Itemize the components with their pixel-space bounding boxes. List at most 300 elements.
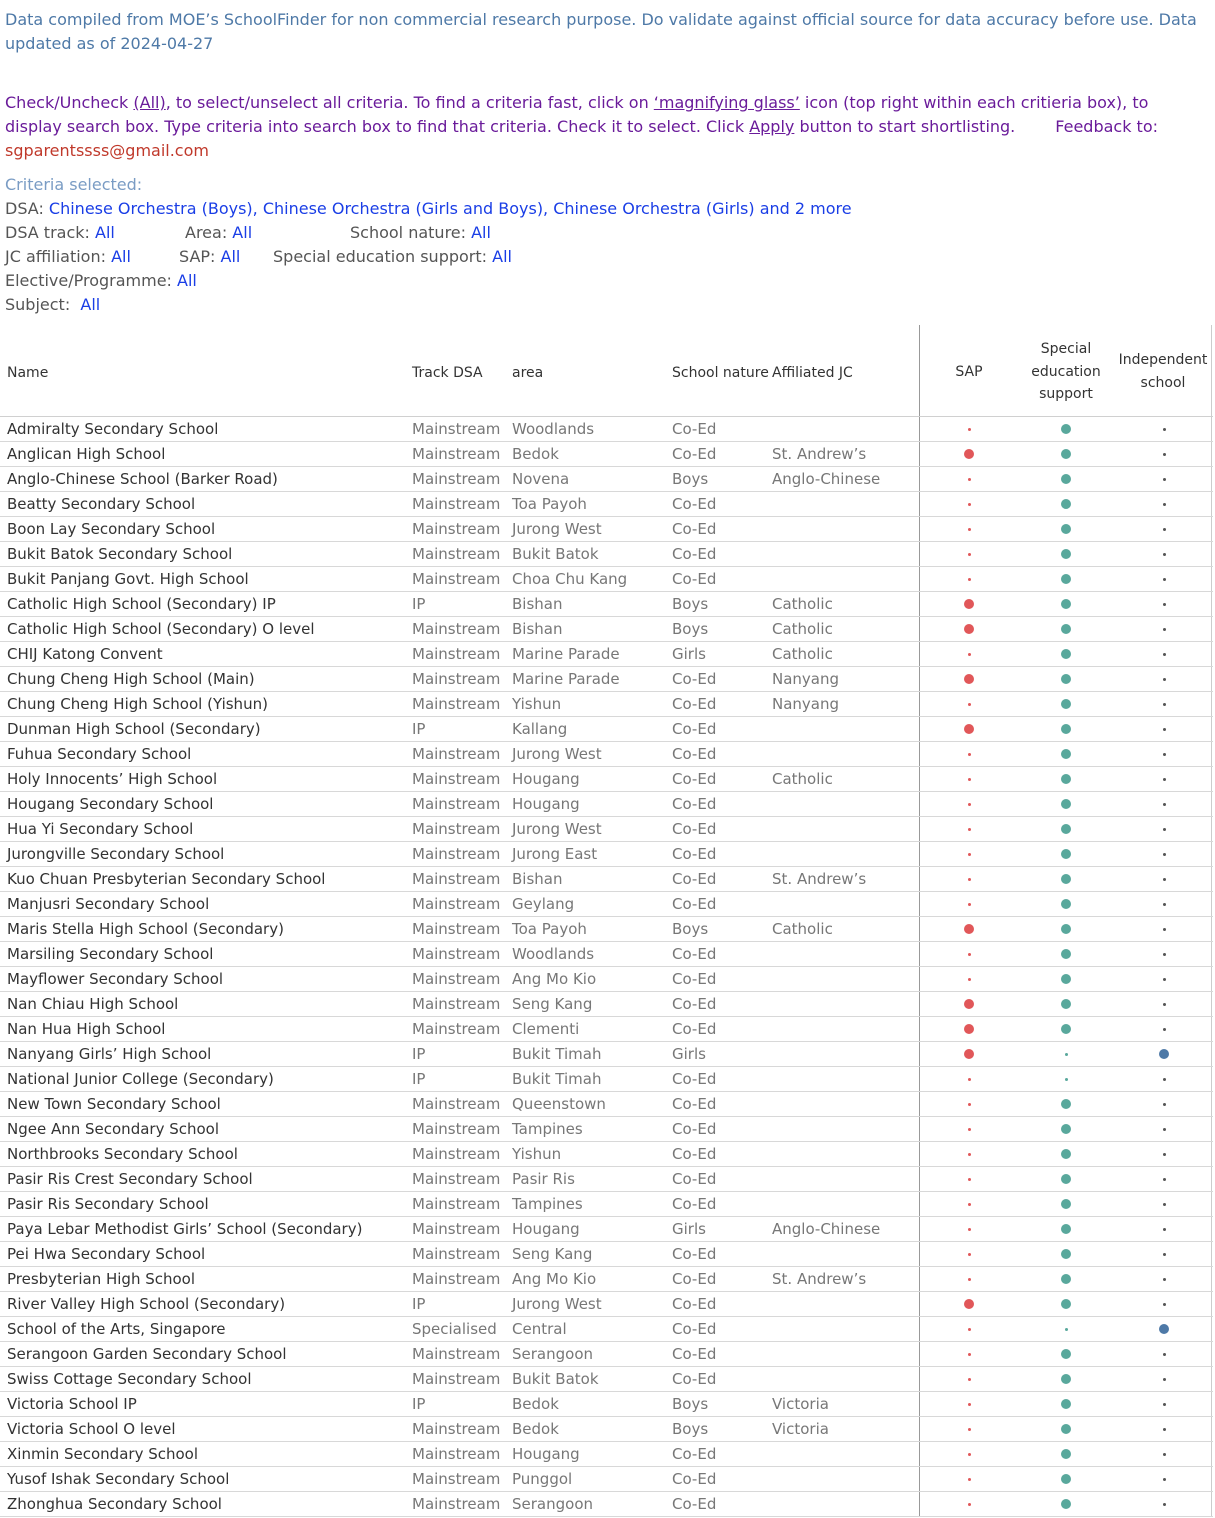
table-row[interactable] <box>0 1317 1213 1342</box>
criteria-school-nature-value[interactable]: All <box>471 223 491 242</box>
instructions-text-4: button to start shortlisting. <box>794 117 1016 136</box>
cell-track: Mainstream <box>412 570 501 588</box>
sap-dot[interactable] <box>968 478 971 481</box>
independent-dot[interactable] <box>1163 1028 1166 1031</box>
right-border <box>1211 1317 1212 1341</box>
column-divider <box>919 1492 920 1516</box>
independent-dot[interactable] <box>1163 903 1166 906</box>
right-border <box>1211 442 1212 466</box>
sap-dot[interactable] <box>968 878 971 881</box>
table-row[interactable] <box>0 1442 1213 1467</box>
cell-area: Pasir Ris <box>512 1170 575 1188</box>
sap-dot[interactable] <box>968 1078 971 1081</box>
independent-dot[interactable] <box>1163 1478 1166 1481</box>
sped-dot[interactable] <box>1061 599 1071 609</box>
sped-dot[interactable] <box>1061 724 1071 734</box>
sped-dot[interactable] <box>1065 1053 1068 1056</box>
cell-area: Jurong West <box>512 745 602 763</box>
header-name[interactable]: Name <box>7 365 49 381</box>
sped-dot[interactable] <box>1061 574 1071 584</box>
sap-dot[interactable] <box>968 853 971 856</box>
cell-nature: Co-Ed <box>672 895 717 913</box>
sped-dot[interactable] <box>1061 974 1071 984</box>
criteria-sped-value[interactable]: All <box>492 247 512 266</box>
sped-dot[interactable] <box>1061 624 1071 634</box>
sap-dot[interactable] <box>968 653 971 656</box>
sped-dot[interactable] <box>1065 1078 1068 1081</box>
sap-dot[interactable] <box>964 449 974 459</box>
table-row[interactable] <box>0 1342 1213 1367</box>
cell-name: River Valley High School (Secondary) <box>7 1295 286 1313</box>
cell-nature: Co-Ed <box>672 1345 717 1363</box>
cell-name: Maris Stella High School (Secondary) <box>7 920 284 938</box>
right-border <box>1211 867 1212 891</box>
cell-track: Mainstream <box>412 1345 501 1363</box>
cell-nature: Co-Ed <box>672 420 717 438</box>
table-row[interactable] <box>0 1392 1213 1417</box>
right-border <box>1211 1292 1212 1316</box>
sped-dot[interactable] <box>1061 1374 1071 1384</box>
sped-dot[interactable] <box>1061 499 1071 509</box>
cell-area: Woodlands <box>512 420 595 438</box>
cell-jc: St. Andrew’s <box>772 870 867 888</box>
header-sap[interactable]: SAP <box>955 364 983 380</box>
table-row[interactable] <box>0 517 1213 542</box>
sped-dot[interactable] <box>1061 674 1071 684</box>
table-row[interactable] <box>0 592 1213 617</box>
independent-dot[interactable] <box>1163 528 1166 531</box>
header-area[interactable]: area <box>512 365 544 381</box>
independent-dot[interactable] <box>1163 928 1166 931</box>
independent-dot[interactable] <box>1163 828 1166 831</box>
cell-area: Bedok <box>512 1395 559 1413</box>
cell-area: Clementi <box>512 1020 580 1038</box>
column-divider <box>919 1417 920 1441</box>
independent-dot[interactable] <box>1163 1403 1166 1406</box>
cell-nature: Co-Ed <box>672 1495 717 1513</box>
sped-dot[interactable] <box>1061 1224 1071 1234</box>
table-row[interactable] <box>0 1067 1213 1092</box>
table-row[interactable] <box>0 1192 1213 1217</box>
cell-name: Paya Lebar Methodist Girls’ School (Secondary) <box>7 1220 363 1238</box>
independent-dot[interactable] <box>1163 1178 1166 1181</box>
independent-dot[interactable] <box>1163 628 1166 631</box>
independent-dot[interactable] <box>1163 1203 1166 1206</box>
table-row[interactable] <box>0 1417 1213 1442</box>
sap-dot[interactable] <box>968 1228 971 1231</box>
cell-nature: Co-Ed <box>672 1020 717 1038</box>
right-border <box>1211 567 1212 591</box>
independent-dot[interactable] <box>1163 1253 1166 1256</box>
sap-dot[interactable] <box>968 1353 971 1356</box>
sap-dot[interactable] <box>964 674 974 684</box>
table-row[interactable] <box>0 692 1213 717</box>
sped-dot[interactable] <box>1061 749 1071 759</box>
table-row[interactable] <box>0 1267 1213 1292</box>
sped-dot[interactable] <box>1061 1424 1071 1434</box>
independent-dot[interactable] <box>1163 1503 1166 1506</box>
independent-dot[interactable] <box>1163 428 1166 431</box>
cell-track: Mainstream <box>412 1370 501 1388</box>
independent-dot[interactable] <box>1163 778 1166 781</box>
cell-nature: Boys <box>672 620 709 638</box>
table-row[interactable] <box>0 1292 1213 1317</box>
cell-name: Yusof Ishak Secondary School <box>7 1470 230 1488</box>
sap-dot[interactable] <box>968 528 971 531</box>
header-sped-line-1: Special <box>1040 341 1092 357</box>
table-row[interactable] <box>0 1492 1213 1517</box>
table-row[interactable] <box>0 817 1213 842</box>
cell-name: Anglican High School <box>7 445 166 463</box>
right-border <box>1211 917 1212 941</box>
sped-dot[interactable] <box>1061 1449 1071 1459</box>
table-row[interactable] <box>0 417 1213 442</box>
sap-dot[interactable] <box>968 778 971 781</box>
table-row[interactable] <box>0 567 1213 592</box>
feedback-email[interactable]: sgparentssss@gmail.com <box>5 141 209 160</box>
table-row[interactable] <box>0 442 1213 467</box>
cell-name: Admiralty Secondary School <box>7 420 219 438</box>
independent-dot[interactable] <box>1163 578 1166 581</box>
cell-track: IP <box>412 1045 426 1063</box>
cell-name: National Junior College (Secondary) <box>7 1070 274 1088</box>
independent-dot[interactable] <box>1163 878 1166 881</box>
table-row[interactable] <box>0 617 1213 642</box>
sap-dot[interactable] <box>964 924 974 934</box>
cell-name: Pei Hwa Secondary School <box>7 1245 206 1263</box>
sap-dot[interactable] <box>968 903 971 906</box>
criteria-dsa-value[interactable]: Chinese Orchestra (Boys), Chinese Orchestra (Girls and Boys), Chinese Orchestra (Girls) and 2 more <box>48 199 852 218</box>
sap-dot[interactable] <box>964 1049 974 1059</box>
independent-dot[interactable] <box>1163 653 1166 656</box>
sap-dot[interactable] <box>964 599 974 609</box>
sped-dot[interactable] <box>1061 1149 1071 1159</box>
sap-dot[interactable] <box>968 1503 971 1506</box>
independent-dot[interactable] <box>1163 803 1166 806</box>
sped-dot[interactable] <box>1061 524 1071 534</box>
table-row[interactable] <box>0 992 1213 1017</box>
cell-track: Mainstream <box>412 970 501 988</box>
sap-dot[interactable] <box>968 1128 971 1131</box>
criteria-subject-value[interactable]: All <box>80 295 101 314</box>
sap-dot[interactable] <box>964 1024 974 1034</box>
independent-dot[interactable] <box>1163 1428 1166 1431</box>
table-row[interactable] <box>0 842 1213 867</box>
cell-track: Mainstream <box>412 1420 501 1438</box>
criteria-dsa-track-value[interactable]: All <box>95 223 115 242</box>
cell-nature: Co-Ed <box>672 1370 717 1388</box>
sped-dot[interactable] <box>1061 1024 1071 1034</box>
column-divider <box>919 1317 920 1341</box>
sap-dot[interactable] <box>968 803 971 806</box>
cell-track: Mainstream <box>412 520 501 538</box>
sap-dot[interactable] <box>968 953 971 956</box>
sped-dot[interactable] <box>1061 899 1071 909</box>
right-border <box>1211 1492 1212 1516</box>
all-link[interactable]: (All) <box>133 93 166 112</box>
cell-area: Ang Mo Kio <box>512 1270 597 1288</box>
sped-dot[interactable] <box>1061 924 1071 934</box>
table-row[interactable] <box>0 1467 1213 1492</box>
table-row[interactable] <box>0 1117 1213 1142</box>
header-sped[interactable] <box>1018 338 1114 406</box>
table-row[interactable] <box>0 867 1213 892</box>
sap-dot[interactable] <box>968 553 971 556</box>
table-row[interactable] <box>0 1142 1213 1167</box>
sap-dot[interactable] <box>968 428 971 431</box>
sped-dot[interactable] <box>1061 949 1071 959</box>
independent-dot[interactable] <box>1163 753 1166 756</box>
sped-dot[interactable] <box>1061 424 1071 434</box>
sap-dot[interactable] <box>964 724 974 734</box>
cell-name: School of the Arts, Singapore <box>7 1320 226 1338</box>
instructions <box>5 91 1210 163</box>
cell-jc: St. Andrew’s <box>772 445 867 463</box>
sap-dot[interactable] <box>964 624 974 634</box>
independent-dot[interactable] <box>1163 1228 1166 1231</box>
sped-dot[interactable] <box>1065 1328 1068 1331</box>
sped-dot[interactable] <box>1061 1349 1071 1359</box>
sped-dot[interactable] <box>1061 1174 1071 1184</box>
independent-dot[interactable] <box>1163 1078 1166 1081</box>
criteria-heading: Criteria selected: <box>5 175 143 194</box>
sped-dot[interactable] <box>1061 649 1071 659</box>
sped-dot[interactable] <box>1061 1099 1071 1109</box>
column-divider <box>919 792 920 816</box>
table-row[interactable] <box>0 942 1213 967</box>
apply-link[interactable]: Apply <box>749 117 795 136</box>
sap-dot[interactable] <box>968 1103 971 1106</box>
right-border <box>1211 492 1212 516</box>
independent-dot[interactable] <box>1163 728 1166 731</box>
cell-track: Mainstream <box>412 470 501 488</box>
table-row[interactable] <box>0 1092 1213 1117</box>
right-border <box>1211 467 1212 491</box>
cell-area: Choa Chu Kang <box>512 570 628 588</box>
cell-track: IP <box>412 1070 426 1088</box>
sap-dot[interactable] <box>968 978 971 981</box>
sped-dot[interactable] <box>1061 799 1071 809</box>
right-border <box>1211 1242 1212 1266</box>
independent-dot[interactable] <box>1163 953 1166 956</box>
sped-dot[interactable] <box>1061 824 1071 834</box>
independent-dot[interactable] <box>1163 1353 1166 1356</box>
column-divider <box>919 1292 920 1316</box>
cell-track: Mainstream <box>412 845 501 863</box>
sped-dot[interactable] <box>1061 1274 1071 1284</box>
cell-jc: Anglo-Chinese <box>772 470 881 488</box>
cell-nature: Co-Ed <box>672 570 717 588</box>
cell-track: Mainstream <box>412 645 501 663</box>
criteria-school-nature-label: School nature: <box>350 223 472 242</box>
cell-area: Bishan <box>512 870 563 888</box>
right-border <box>1211 1042 1212 1066</box>
criteria-area-value[interactable]: All <box>232 223 253 242</box>
table-row[interactable] <box>0 1167 1213 1192</box>
header-independent[interactable] <box>1114 349 1212 394</box>
criteria-jc-value[interactable]: All <box>111 247 131 266</box>
column-divider <box>919 442 920 466</box>
right-border <box>1211 617 1212 641</box>
sped-dot[interactable] <box>1061 1299 1071 1309</box>
cell-nature: Co-Ed <box>672 720 717 738</box>
table-row[interactable] <box>0 467 1213 492</box>
sap-dot[interactable] <box>968 1328 971 1331</box>
table-row[interactable] <box>0 767 1213 792</box>
cell-area: Bukit Batok <box>512 545 599 563</box>
sped-dot[interactable] <box>1061 1124 1071 1134</box>
table-row[interactable] <box>0 1242 1213 1267</box>
sped-dot[interactable] <box>1061 549 1071 559</box>
criteria-sap-value[interactable]: All <box>220 247 241 266</box>
cell-nature: Co-Ed <box>672 745 717 763</box>
sped-dot[interactable] <box>1061 774 1071 784</box>
cell-area: Hougang <box>512 1445 580 1463</box>
data-notice: Data compiled from MOE’s SchoolFinder for non commercial research purpose. Do validate against official source for data accuracy before use. Data updated as of 2024-04-27 <box>5 10 1197 53</box>
sap-dot[interactable] <box>968 503 971 506</box>
right-border <box>1211 692 1212 716</box>
table-row[interactable] <box>0 492 1213 517</box>
sap-dot[interactable] <box>968 828 971 831</box>
sap-dot[interactable] <box>968 1203 971 1206</box>
sped-dot[interactable] <box>1061 999 1071 1009</box>
right-border <box>1211 1142 1212 1166</box>
sped-dot[interactable] <box>1061 474 1071 484</box>
sap-dot[interactable] <box>968 1403 971 1406</box>
sped-dot[interactable] <box>1061 1399 1071 1409</box>
cell-nature: Co-Ed <box>672 1170 717 1188</box>
table-row[interactable] <box>0 742 1213 767</box>
independent-dot[interactable] <box>1163 1378 1166 1381</box>
cell-nature: Boys <box>672 1395 709 1413</box>
independent-dot[interactable] <box>1163 1103 1166 1106</box>
sap-dot[interactable] <box>968 1253 971 1256</box>
independent-dot[interactable] <box>1163 603 1166 606</box>
independent-dot[interactable] <box>1163 478 1166 481</box>
cell-jc: Victoria <box>772 1395 829 1413</box>
cell-area: Queenstown <box>512 1095 606 1113</box>
table-row[interactable] <box>0 667 1213 692</box>
sap-dot[interactable] <box>968 1378 971 1381</box>
instructions-text-2: , to select/unselect all criteria. To find a criteria fast, click on <box>165 93 654 112</box>
sap-dot[interactable] <box>968 1278 971 1281</box>
sped-dot[interactable] <box>1061 699 1071 709</box>
right-border <box>1211 967 1212 991</box>
sped-dot[interactable] <box>1061 1499 1071 1509</box>
table-row[interactable] <box>0 792 1213 817</box>
independent-dot[interactable] <box>1163 1453 1166 1456</box>
independent-dot[interactable] <box>1163 1128 1166 1131</box>
column-divider <box>919 817 920 841</box>
cell-name: Northbrooks Secondary School <box>7 1145 238 1163</box>
column-divider <box>919 1142 920 1166</box>
sap-dot[interactable] <box>968 1478 971 1481</box>
sped-dot[interactable] <box>1061 1474 1071 1484</box>
table-row[interactable] <box>0 642 1213 667</box>
cell-track: Mainstream <box>412 770 501 788</box>
independent-dot[interactable] <box>1163 1003 1166 1006</box>
cell-track: Mainstream <box>412 1470 501 1488</box>
criteria-elective-value[interactable]: All <box>177 271 197 290</box>
sap-dot[interactable] <box>968 753 971 756</box>
cell-track: IP <box>412 1395 426 1413</box>
right-border <box>1211 517 1212 541</box>
table-row[interactable] <box>0 1217 1213 1242</box>
table-row[interactable] <box>0 1367 1213 1392</box>
right-border <box>1211 1092 1212 1116</box>
cell-track: Mainstream <box>412 420 501 438</box>
cell-track: Mainstream <box>412 1095 501 1113</box>
independent-dot[interactable] <box>1163 853 1166 856</box>
right-border <box>1211 1017 1212 1041</box>
header-jc[interactable]: Affiliated JC <box>772 365 853 381</box>
table-row[interactable] <box>0 967 1213 992</box>
criteria-area-label: Area: <box>185 223 233 242</box>
sped-dot[interactable] <box>1061 849 1071 859</box>
right-border <box>1211 892 1212 916</box>
sped-dot[interactable] <box>1061 1249 1071 1259</box>
cell-area: Yishun <box>512 695 562 713</box>
sap-dot[interactable] <box>968 1453 971 1456</box>
table-row[interactable] <box>0 542 1213 567</box>
cell-jc: Catholic <box>772 770 833 788</box>
column-divider <box>919 742 920 766</box>
cell-track: IP <box>412 595 426 613</box>
independent-dot[interactable] <box>1163 553 1166 556</box>
independent-dot[interactable] <box>1159 1049 1169 1059</box>
right-border <box>1211 992 1212 1016</box>
criteria-sap-label: SAP: <box>179 247 221 266</box>
table-row[interactable] <box>0 892 1213 917</box>
sped-dot[interactable] <box>1061 1199 1071 1209</box>
table-row[interactable] <box>0 1042 1213 1067</box>
table-row[interactable] <box>0 917 1213 942</box>
independent-dot[interactable] <box>1163 503 1166 506</box>
independent-dot[interactable] <box>1163 1303 1166 1306</box>
independent-dot[interactable] <box>1163 678 1166 681</box>
sap-dot[interactable] <box>968 578 971 581</box>
magnifying-glass-link[interactable]: ‘magnifying glass’ <box>653 93 800 112</box>
column-divider <box>919 1242 920 1266</box>
sap-dot[interactable] <box>968 1428 971 1431</box>
independent-dot[interactable] <box>1163 1278 1166 1281</box>
column-divider <box>919 1267 920 1291</box>
independent-dot[interactable] <box>1163 1153 1166 1156</box>
cell-name: Boon Lay Secondary School <box>7 520 216 538</box>
sap-dot[interactable] <box>964 1299 974 1309</box>
header-nature[interactable]: School nature <box>672 365 769 381</box>
sped-dot[interactable] <box>1061 449 1071 459</box>
cell-name: Bukit Panjang Govt. High School <box>7 570 249 588</box>
independent-dot[interactable] <box>1163 453 1166 456</box>
cell-jc: Catholic <box>772 620 833 638</box>
right-border <box>1211 1217 1212 1241</box>
independent-dot[interactable] <box>1163 703 1166 706</box>
header-track[interactable]: Track DSA <box>412 365 483 381</box>
sap-dot[interactable] <box>964 999 974 1009</box>
criteria-jc-label: JC affiliation: <box>5 247 112 266</box>
cell-nature: Co-Ed <box>672 1445 717 1463</box>
independent-dot[interactable] <box>1159 1324 1169 1334</box>
sap-dot[interactable] <box>968 1178 971 1181</box>
sap-dot[interactable] <box>968 1153 971 1156</box>
right-border <box>1211 1442 1212 1466</box>
table-row[interactable] <box>0 717 1213 742</box>
independent-dot[interactable] <box>1163 978 1166 981</box>
sap-dot[interactable] <box>968 703 971 706</box>
sped-dot[interactable] <box>1061 874 1071 884</box>
table-row[interactable] <box>0 1017 1213 1042</box>
